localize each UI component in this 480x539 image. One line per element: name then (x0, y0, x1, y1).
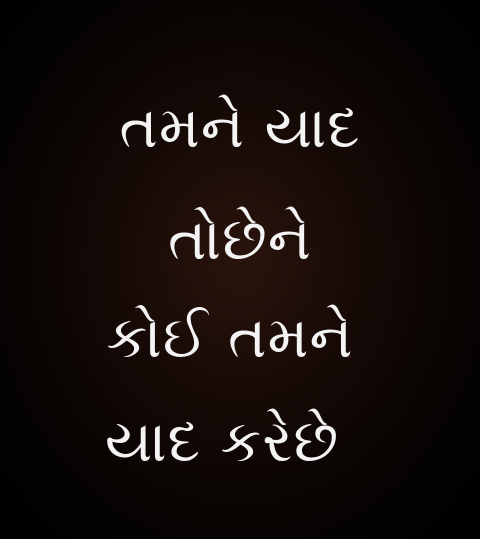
quote-line-4: યાદ કરેછે (104, 407, 340, 475)
quote-line-2: તોછેને (168, 205, 312, 273)
quote-line-3: કોઈ તમને (106, 303, 354, 371)
quote-line-1: તમને યાદ (119, 93, 361, 161)
